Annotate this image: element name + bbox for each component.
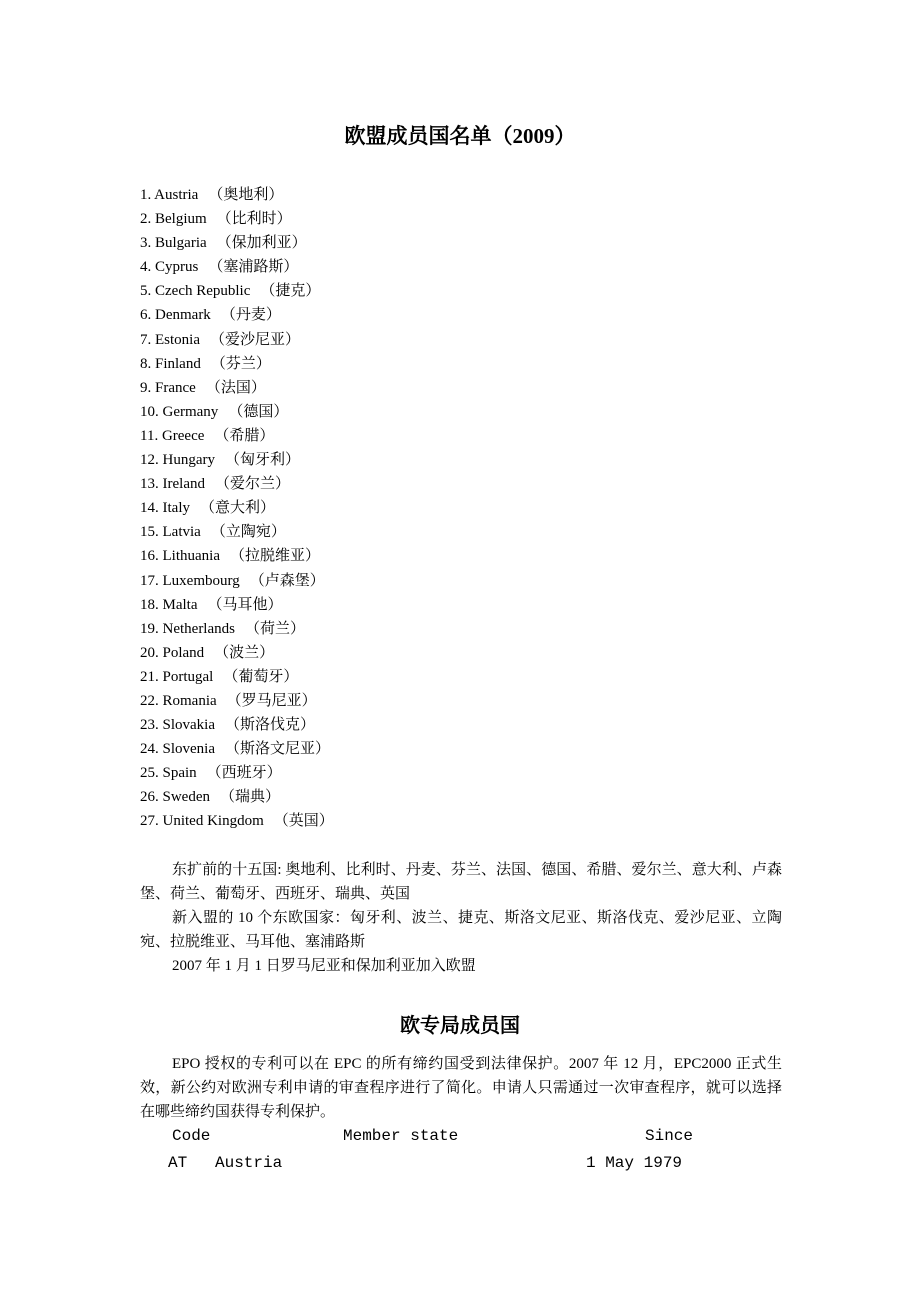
table-header-member-state: Member state [343, 1127, 459, 1145]
member-list-item [140, 809, 334, 833]
member-name-cn: （瑞典） [220, 789, 281, 806]
member-name-cn: （保加利亚） [216, 235, 307, 252]
table-cell-code: AT [168, 1154, 188, 1172]
member-name-cn: （爱尔兰） [214, 476, 290, 493]
member-list-item [140, 303, 334, 327]
member-name-en: 22. Romania [140, 692, 217, 709]
member-list-item [140, 376, 334, 400]
member-name-cn: （马耳他） [207, 596, 283, 613]
member-list-item [140, 544, 334, 568]
member-name-en: 17. Luxembourg [140, 572, 240, 589]
section-title-epo: 欧专局成员国 [400, 1015, 520, 1037]
member-name-en: 26. Sweden [140, 789, 210, 806]
member-name-cn: （塞浦路斯） [208, 259, 299, 276]
epo-intro-paragraph: EPO 授权的专利可以在 EPC 的所有缔约国受到法律保护。2007 年 12 月，EPC2000 正式生效，新公约对欧洲专利申请的审查程序进行了简化。申请人只需通过一次审查程序，就可以选择在哪些缔约国获得专利保护。 [140, 1056, 782, 1120]
member-name-cn: （卢森堡） [249, 572, 325, 589]
member-name-en: 18. Malta [140, 596, 198, 613]
paragraph-fifteen-states: 东扩前的十五国: 奥地利、比利时、丹麦、芬兰、法国、德国、希腊、爱尔兰、意大利、卢森堡、荷兰、葡萄牙、西班牙、瑞典、英国 [140, 862, 782, 902]
member-list-item [140, 400, 334, 424]
member-list-item [140, 207, 334, 231]
member-name-cn: （捷克） [260, 283, 321, 300]
member-name-cn: （法国） [205, 379, 266, 396]
epo-intro [140, 1052, 782, 1124]
member-list-item [140, 472, 334, 496]
member-list-item [140, 328, 334, 352]
member-name-en: 19. Netherlands [140, 620, 235, 637]
member-name-cn: （匈牙利） [225, 452, 301, 469]
member-list [140, 183, 334, 834]
member-name-cn: （拉脱维亚） [229, 548, 320, 565]
member-list-item [140, 352, 334, 376]
member-name-cn: （爱沙尼亚） [210, 331, 301, 348]
paragraph-2007-accession: 2007 年 1 月 1 日罗马尼亚和保加利亚加入欧盟 [172, 958, 476, 974]
member-list-item [140, 785, 334, 809]
member-name-en: 27. United Kingdom [140, 813, 264, 830]
member-name-cn: （德国） [228, 403, 289, 420]
member-name-en: 14. Italy [140, 500, 190, 517]
member-name-en: 21. Portugal [140, 668, 214, 685]
member-name-cn: （比利时） [216, 211, 292, 228]
member-name-cn: （芬兰） [210, 355, 271, 372]
member-list-item [140, 737, 334, 761]
member-list-item [140, 520, 334, 544]
member-name-en: 9. France [140, 379, 196, 396]
member-list-item [140, 593, 334, 617]
member-name-cn: （波兰） [214, 644, 275, 661]
member-list-item [140, 231, 334, 255]
member-name-cn: （意大利） [200, 500, 276, 517]
member-name-cn: （立陶宛） [210, 524, 286, 541]
member-list-item [140, 448, 334, 472]
member-list-item [140, 569, 334, 593]
member-name-cn: （罗马尼亚） [226, 692, 317, 709]
member-name-en: 5. Czech Republic [140, 283, 251, 300]
member-name-en: 1. Austria [140, 187, 199, 203]
member-name-en: 16. Lithuania [140, 548, 220, 565]
member-name-cn: （西班牙） [206, 765, 282, 782]
member-list-item [140, 617, 334, 641]
member-name-en: 10. Germany [140, 403, 219, 420]
member-name-en: 12. Hungary [140, 452, 215, 469]
summary-paragraphs [140, 858, 782, 978]
member-name-en: 15. Latvia [140, 524, 201, 541]
member-name-en: 25. Spain [140, 765, 197, 782]
member-name-en: 7. Estonia [140, 331, 200, 348]
member-list-item [140, 496, 334, 520]
table-header-code: Code [172, 1127, 211, 1145]
member-list-item [140, 761, 334, 785]
member-list-item [140, 279, 334, 303]
member-list-item [140, 689, 334, 713]
table-cell-member-state: Austria [215, 1154, 283, 1172]
member-name-en: 24. Slovenia [140, 741, 215, 758]
member-name-cn: （奥地利） [208, 187, 284, 203]
page-title: 欧盟成员国名单（2009） [344, 124, 576, 148]
member-name-en: 11. Greece [140, 427, 205, 444]
member-name-cn: （希腊） [214, 427, 275, 444]
member-name-en: 20. Poland [140, 644, 205, 661]
member-list-item [140, 183, 334, 207]
member-list-item [140, 665, 334, 689]
member-name-cn: （英国） [273, 813, 334, 830]
member-name-cn: （斯洛伐克） [225, 717, 316, 734]
member-name-en: 2. Belgium [140, 211, 207, 228]
table-header-since: Since [645, 1127, 694, 1145]
member-list-item [140, 713, 334, 737]
member-name-cn: （荷兰） [244, 620, 305, 637]
paragraph-ten-new-members: 新入盟的 10 个东欧国家：匈牙利、波兰、捷克、斯洛文尼亚、斯洛伐克、爱沙尼亚、立陶宛、拉脱维亚、马耳他、塞浦路斯 [140, 910, 782, 950]
member-name-en: 23. Slovakia [140, 717, 215, 734]
member-list-item [140, 641, 334, 665]
member-name-en: 13. Ireland [140, 476, 205, 493]
member-name-en: 3. Bulgaria [140, 235, 207, 252]
member-name-cn: （丹麦） [220, 307, 281, 324]
member-list-item [140, 255, 334, 279]
member-name-cn: （斯洛文尼亚） [225, 741, 331, 758]
member-list-item [140, 424, 334, 448]
member-name-en: 6. Denmark [140, 307, 211, 324]
member-name-en: 4. Cyprus [140, 259, 199, 276]
member-name-cn: （葡萄牙） [223, 668, 299, 685]
table-cell-since: 1 May 1979 [586, 1154, 683, 1172]
member-name-en: 8. Finland [140, 355, 201, 372]
